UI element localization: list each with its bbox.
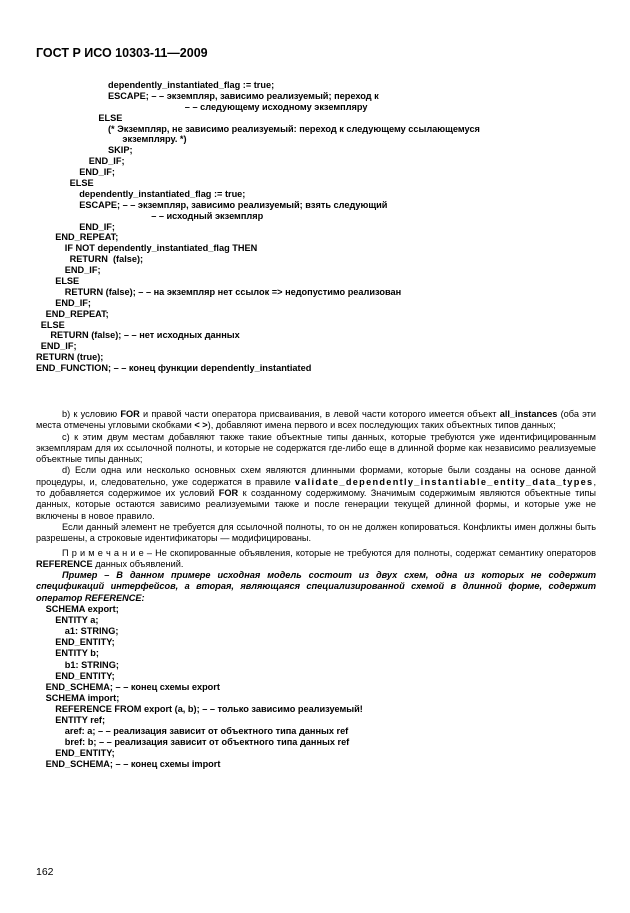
item-b-text-3: (оба эти места отмечены угловыми скобками	[36, 409, 596, 431]
item-b	[36, 409, 596, 432]
para-conflicts: Если данный элемент не требуется для ссылочной полноты, то он не должен копироваться. Конфликты имен должны быть разрешены, а строковые идентификаторы — модифицированы.	[36, 521, 596, 544]
item-c: c) к этим двум местам добавляют также такие объектные типы данных, которые требуются уже идентифицированным экземплярам для их ссылочной полноты, и которые не содержатся где-либо еще в длинной форме как независимо реализуемые объектные типы данных;	[36, 431, 596, 465]
code-line: END_IF;	[64, 265, 101, 276]
item-b-text-2: и правой части оператора присваивания, в левой части которого имеется объект	[139, 409, 500, 419]
note-text-2: данных объявлений.	[92, 558, 184, 569]
code-line: ELSE	[55, 276, 80, 287]
code-line: END_IF;	[79, 221, 115, 232]
example-code-line: END_ENTITY;	[55, 637, 115, 648]
code-line: END_IF;	[79, 167, 115, 178]
example-code-line: aref: a; – – реализация зависит от объектного типа данных ref	[64, 726, 349, 737]
code-line: END_IF;	[88, 156, 125, 167]
example-code-line: bref: b; – – реализация зависит от объектного типа данных ref	[64, 737, 350, 748]
item-d-text-2: , то добавляется содержимое их условий	[36, 476, 596, 499]
item-b-text-4: ), добавляют имена первого и всех последующих таких объектных типов данных;	[207, 420, 556, 431]
code-line: ESCAPE; – – экземпляр, зависимо реализуемый; взять следующий	[79, 199, 388, 210]
code-line: ELSE	[98, 112, 123, 123]
code-line: (* Экземпляр, не зависимо реализуемый: переход к следующему ссылающемуся	[108, 123, 480, 134]
code-line: ELSE	[40, 319, 65, 330]
code-line: – – исходный экземпляр	[151, 210, 264, 221]
item-d-text-3: к созданному содержимому. Значимым содержимым являются объектные типы данных, которые остаются зависимо реализуемыми также и после генерации текущей длинной формы, и которые уже не включены в новое правило.	[36, 488, 596, 521]
document-header: ГОСТ Р ИСО 10303-11—2009	[36, 46, 208, 60]
code-line: ELSE	[69, 178, 94, 189]
example-code-line: END_ENTITY;	[55, 670, 115, 681]
item-b-keyword-all-instances: all_instances	[499, 409, 558, 419]
code-line: экземпляру. *)	[122, 134, 187, 145]
code-line: END_REPEAT;	[55, 232, 119, 243]
code-line: dependently_instantiated_flag := true;	[79, 188, 246, 199]
code-line: END_REPEAT;	[45, 308, 109, 319]
example-code-line: END_ENTITY;	[55, 748, 115, 759]
example-code-line: ENTITY ref;	[55, 714, 106, 725]
prose-section	[36, 409, 596, 770]
note	[36, 548, 596, 571]
example-code-line: b1: STRING;	[64, 659, 119, 670]
example-code-line: ENTITY b;	[55, 648, 99, 659]
code-line: RETURN (false);	[69, 254, 144, 265]
code-line: END_FUNCTION; – – конец функции dependently_instantiated	[36, 363, 312, 374]
page-number: 162	[36, 866, 54, 878]
code-block-example	[36, 604, 596, 770]
note-text-1: – Не скопированные объявления, которые не требуются для полноты, содержат семантику операторов	[143, 547, 596, 558]
example-code-line: a1: STRING;	[64, 626, 119, 637]
item-d-text-1: d) Если одна или несколько основных схем являются длинными формами, которые были созданы на основе данной процедуры, и, следовательно, уже содержатся в правиле	[36, 465, 596, 487]
code-line: ESCAPE; – – экземпляр, зависимо реализуемый; переход к	[108, 90, 379, 101]
example-code-line: END_SCHEMA; – – конец схемы import	[45, 759, 221, 770]
code-line: – – следующему исходному экземпляру	[184, 101, 368, 112]
code-line: RETURN (false); – – на экземпляр нет ссылок => недопустимо реализован	[64, 286, 402, 297]
item-d-keyword-for: FOR	[218, 488, 239, 499]
code-line: dependently_instantiated_flag := true;	[108, 80, 275, 90]
code-line: END_IF;	[40, 341, 77, 352]
code-line: END_IF;	[55, 297, 91, 308]
example-code-line: END_SCHEMA; – – конец схемы export	[45, 681, 220, 692]
example-code-line: SCHEMA export;	[45, 604, 119, 615]
item-d-rule-name: validate_dependently_instantiable_entity_data_types	[294, 476, 594, 487]
code-line: IF NOT dependently_instantiated_flag THEN	[64, 243, 258, 254]
code-line: RETURN (false); – – нет исходных данных	[50, 330, 240, 341]
example-intro: Пример – В данном примере исходная модель состоит из двух схем, одна из которых не содержит спецификаций интерфейсов, а вторая, являющаяся специализированной схемой в длинной форме, содержит оператор REFERENCE:	[36, 570, 596, 603]
code-line: RETURN (true);	[36, 352, 104, 363]
item-b-keyword-for: FOR	[120, 409, 140, 419]
example-code-line: REFERENCE FROM export (a, b); – – только зависимо реализуемый!	[55, 703, 363, 714]
code-line: SKIP;	[108, 145, 133, 156]
example-code-line: ENTITY a;	[55, 615, 99, 626]
example-code-line: SCHEMA import;	[45, 692, 120, 703]
note-label: П р и м е ч а н и е	[62, 547, 144, 558]
item-b-angle-brackets: < >	[194, 420, 208, 431]
item-b-text-1: b) к условию	[62, 409, 121, 419]
code-block-function-end	[36, 80, 606, 374]
note-keyword-reference: REFERENCE	[36, 558, 93, 569]
item-d	[36, 465, 596, 521]
